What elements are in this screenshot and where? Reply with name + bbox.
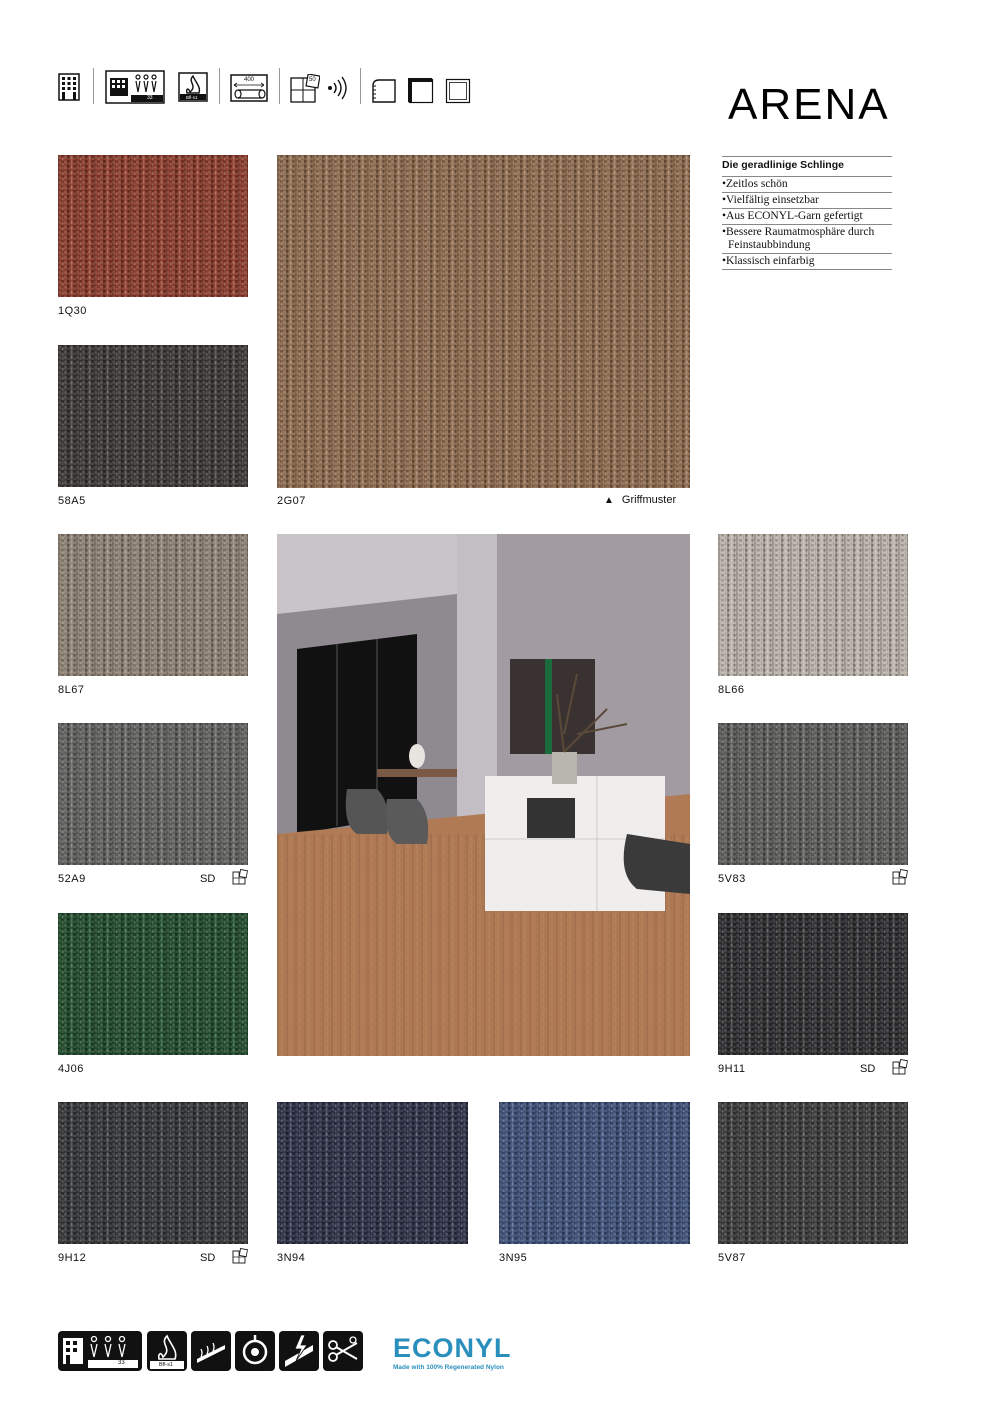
swatch-code: 52A9 — [58, 873, 86, 885]
edge-bound-icon — [408, 78, 434, 104]
econyl-wordmark: ECONYL — [393, 1333, 512, 1363]
econyl-logo — [393, 1334, 512, 1371]
edge-plain-icon — [445, 78, 471, 104]
icon-divider — [93, 68, 94, 104]
tile-icon — [892, 1059, 908, 1075]
swatch-code: 5V87 — [718, 1252, 746, 1264]
icon-divider — [219, 68, 220, 104]
icon-divider — [360, 68, 361, 104]
icon-divider — [279, 68, 280, 104]
main-sample-code: 2G07 — [277, 495, 306, 507]
room-photo — [277, 534, 690, 1056]
usage-class-icon — [58, 1331, 142, 1371]
scissors-icon — [323, 1331, 363, 1371]
usage-class-icon — [105, 70, 165, 104]
carpet-swatch[interactable] — [58, 723, 248, 865]
swatch-code: 4J06 — [58, 1063, 84, 1075]
tile-icon — [232, 1248, 248, 1264]
product-title: ARENA — [728, 80, 890, 129]
swatch-code: 3N95 — [499, 1252, 528, 1264]
feature-list — [722, 156, 892, 270]
carpet-swatch[interactable] — [58, 345, 248, 487]
sd-label: SD — [200, 1252, 216, 1264]
feature-heading: Die geradlinige Schlinge — [722, 156, 892, 177]
fire-class-label: Bfl-s1 — [159, 1362, 174, 1368]
sd-label: SD — [200, 873, 216, 885]
swatch-code: 8L66 — [718, 684, 745, 696]
feature-item: •Klassisch einfarbig — [722, 254, 892, 270]
carpet-swatch[interactable] — [58, 155, 248, 297]
feature-item: •Aus ECONYL-Garn gefertigt — [722, 209, 892, 225]
sd-label: SD — [860, 1063, 876, 1075]
antistatic-icon — [279, 1331, 319, 1371]
usage-class-label: 33 — [147, 95, 153, 101]
carpet-swatch[interactable] — [718, 723, 908, 865]
main-carpet-sample[interactable] — [277, 155, 690, 488]
swatch-code: 5V83 — [718, 873, 746, 885]
triangle-icon: ▲ — [604, 495, 614, 506]
econyl-tagline: Made with 100% Regenerated Nylon — [393, 1364, 504, 1371]
building-icon — [57, 72, 81, 102]
swatch-code: 3N94 — [277, 1252, 306, 1264]
castor-chair-icon — [235, 1331, 275, 1371]
tile-icon — [232, 869, 248, 885]
carpet-swatch[interactable] — [718, 534, 908, 676]
carpet-swatch[interactable] — [58, 534, 248, 676]
fire-class-label: Bfl-s1 — [186, 95, 198, 100]
carpet-swatch[interactable] — [718, 913, 908, 1055]
feature-item: •Vielfältig einsetzbar — [722, 193, 892, 209]
swatch-code: 9H12 — [58, 1252, 87, 1264]
carpet-swatch[interactable] — [58, 1102, 248, 1244]
feature-item: •Zeitlos schön — [722, 177, 892, 193]
roll-width-label: 400 — [244, 77, 255, 83]
tile-count-label: 50 — [309, 77, 316, 83]
griffmuster-label: ▲ Griffmuster — [604, 494, 677, 506]
swatch-code: 1Q30 — [58, 305, 87, 317]
carpet-swatch[interactable] — [58, 913, 248, 1055]
swatch-code: 58A5 — [58, 495, 86, 507]
underfloor-heating-icon — [191, 1331, 231, 1371]
swatch-code: 9H11 — [718, 1063, 746, 1075]
carpet-swatch[interactable] — [499, 1102, 690, 1244]
feature-item: •Bessere Raumatmosphäre durch Feinstaubbindung — [722, 225, 892, 254]
carpet-swatch[interactable] — [277, 1102, 468, 1244]
usage-class-label: 33 — [118, 1360, 125, 1366]
swatch-code: 8L67 — [58, 684, 85, 696]
edge-rounded-icon — [371, 78, 397, 104]
carpet-swatch[interactable] — [718, 1102, 908, 1244]
acoustic-icon — [327, 76, 349, 100]
tile-icon — [892, 869, 908, 885]
